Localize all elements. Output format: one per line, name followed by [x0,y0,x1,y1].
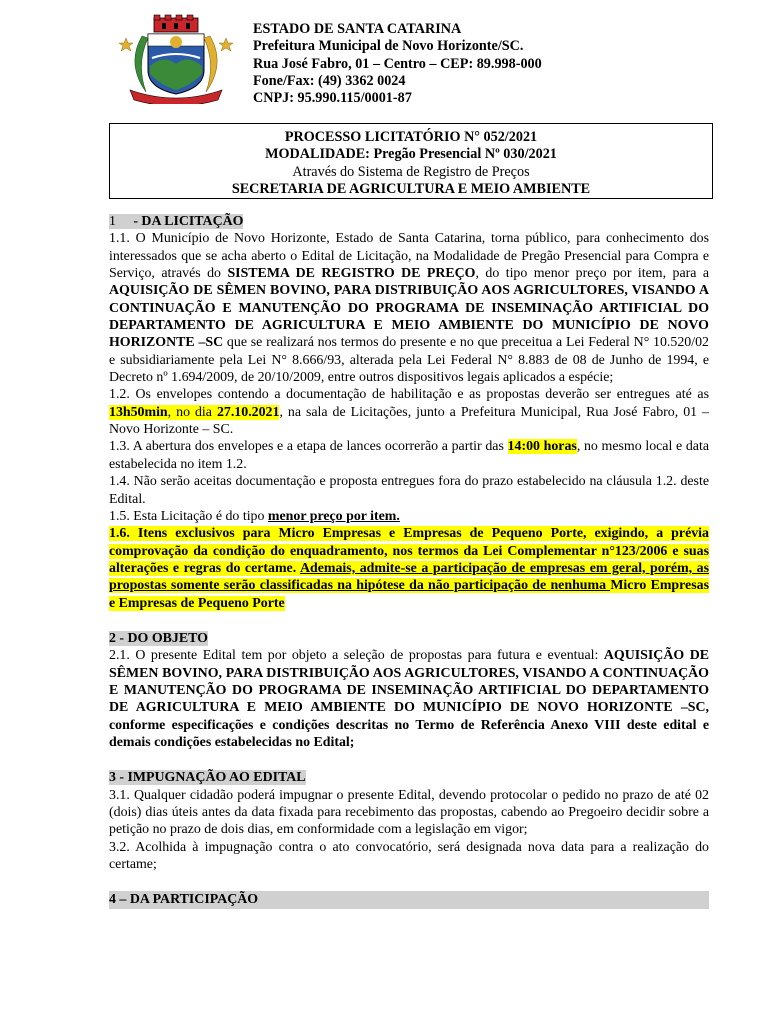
clause-1-3: 1.3. A abertura dos envelopes e a etapa de lances ocorrerão a partir das 14:00 horas, no mesmo local e data estabelecida no item 1.2. [109,439,709,472]
section-3-heading [109,769,709,786]
opening-time: 14:00 horas [507,439,577,455]
process-modality: MODALIDADE: Pregão Presencial Nº 030/2021 [265,146,557,163]
section-3-title: 3 - IMPUGNAÇÃO AO EDITAL [109,770,306,786]
delivery-date: 27.10.2021 [216,404,280,420]
header-phone: Fone/Fax: (49) 3362 0024 [253,72,406,89]
clause-1-1: 1.1. O Município de Novo Horizonte, Estado de Santa Catarina, torna público, para conhecimento dos interessados que se acha aberto o Edital de Licitação, na Modalidade de Pregão Presencial para Compra e Serviço, através do SISTEMA DE REGISTRO DE PREÇO, do tipo menor preço por item, para a AQUISIÇÃO DE SÊMEN BOVINO, PARA DISTRIBUIÇÃO AOS AGRICULTORES, VISANDO A CONTINUAÇÃO E MANUTENÇÃO DO PROGRAMA DE INSEMINAÇÃO ARTIFICIAL DO DEPARTAMENTO DE AGRICULTURA E MEIO AMBIENTE DO MUNICÍPIO DE NOVO HORIZONTE –SC que se realizará nos termos do presente e no que preceitua a Lei Federal N° 10.520/02 e subsidiariamente pela Lei N° 8.666/93, alterada pela Lei Federal N° 8.883 de 08 de Junho de 1994, e Decreto nº 1.694/2009, de 20/10/2009, entre outros dispositivos legais aplicados a espécie; [109,231,709,386]
clause-2-1: 2.1. O presente Edital tem por objeto a seleção de propostas para futura e eventual: AQUISIÇÃO DE SÊMEN BOVINO, PARA DISTRIBUIÇÃO AOS AGRICULTORES, VISANDO A CONTINUAÇÃO E MANUTENÇÃO DO PROGRAMA DE INSEMINAÇÃO ARTIFICIAL DO DEPARTAMENTO DE AGRICULTURA E MEIO AMBIENTE DO MUNICÍPIO DE NOVO HORIZONTE –SC, conforme especificações e condições descritas no Termo de Referência Anexo VIII deste edital e demais condições estabelecidas no Edital; [109,648,709,750]
process-secretariat: SECRETARIA DE AGRICULTURA E MEIO AMBIENTE [231,180,591,197]
section-1-heading [109,213,709,230]
process-number: PROCESSO LICITATÓRIO N° 052/2021 [284,129,538,145]
municipal-crest-logo [112,14,240,104]
clause-1-4: 1.4. Não serão aceitas documentação e proposta entregues fora do prazo estabelecido na cláusula 1.2. deste Edital. [109,474,709,507]
section-2-heading [109,630,709,647]
section-4-heading [109,891,709,908]
section-4-title: 4 – DA PARTICIPAÇÃO [109,892,259,908]
section-2-title: 2 - DO OBJETO [109,630,208,646]
header-cnpj: CNPJ: 95.990.115/0001-87 [253,90,412,107]
edital-body [109,213,709,909]
header-state: ESTADO DE SANTA CATARINA [253,21,462,37]
clause-1-5: 1.5. Esta Licitação é do tipo menor preço por item. [109,508,400,524]
process-system: Através do Sistema de Registro de Preços [292,163,530,180]
section-1-title: - DA LICITAÇÃO [133,214,244,229]
clause-3-2: 3.2. Acolhida à impugnação contra o ato convocatório, será designada nova data para a realização do certame; [109,839,709,873]
header-prefecture: Prefeitura Municipal de Novo Horizonte/SC. [253,38,524,55]
delivery-time: 13h50min [109,404,168,420]
header-address: Rua José Fabro, 01 – Centro – CEP: 89.998-000 [253,55,542,72]
clause-1-2: 1.2. Os envelopes contendo a documentação de habilitação e as propostas deverão ser entregues até as 13h50min, no dia 27.10.2021, na sala de Licitações, junto a Prefeitura Municipal, Rua José Fabro, 01 – Novo Horizonte – SC. [109,387,709,438]
process-info-box [109,123,713,199]
clause-1-6: 1.6. Itens exclusivos para Micro Empresas e Empresas de Pequeno Porte, exigindo, a prévia comprovação da condição do enquadramento, nos termos da Lei Complementar n°123/2006 e suas alterações e regras do certame. Ademais, admite-se a participação de empresas em geral, porém, as propostas somente serão classificadas na hipótese da não participação de nenhuma Micro Empresas e Empresas de Pequeno Porte [109,526,709,611]
clause-3-1: 3.1. Qualquer cidadão poderá impugnar o presente Edital, devendo protocolar o pedido no prazo de até 02 (dois) dias úteis antes da data fixada para recebimento das propostas, cabendo ao Pregoeiro decidir sobre a petição no prazo de dois dias, em conformidade com a legislação em vigor; [109,787,709,838]
section-1-number: 1 [109,214,116,229]
municipality-header [253,21,542,107]
